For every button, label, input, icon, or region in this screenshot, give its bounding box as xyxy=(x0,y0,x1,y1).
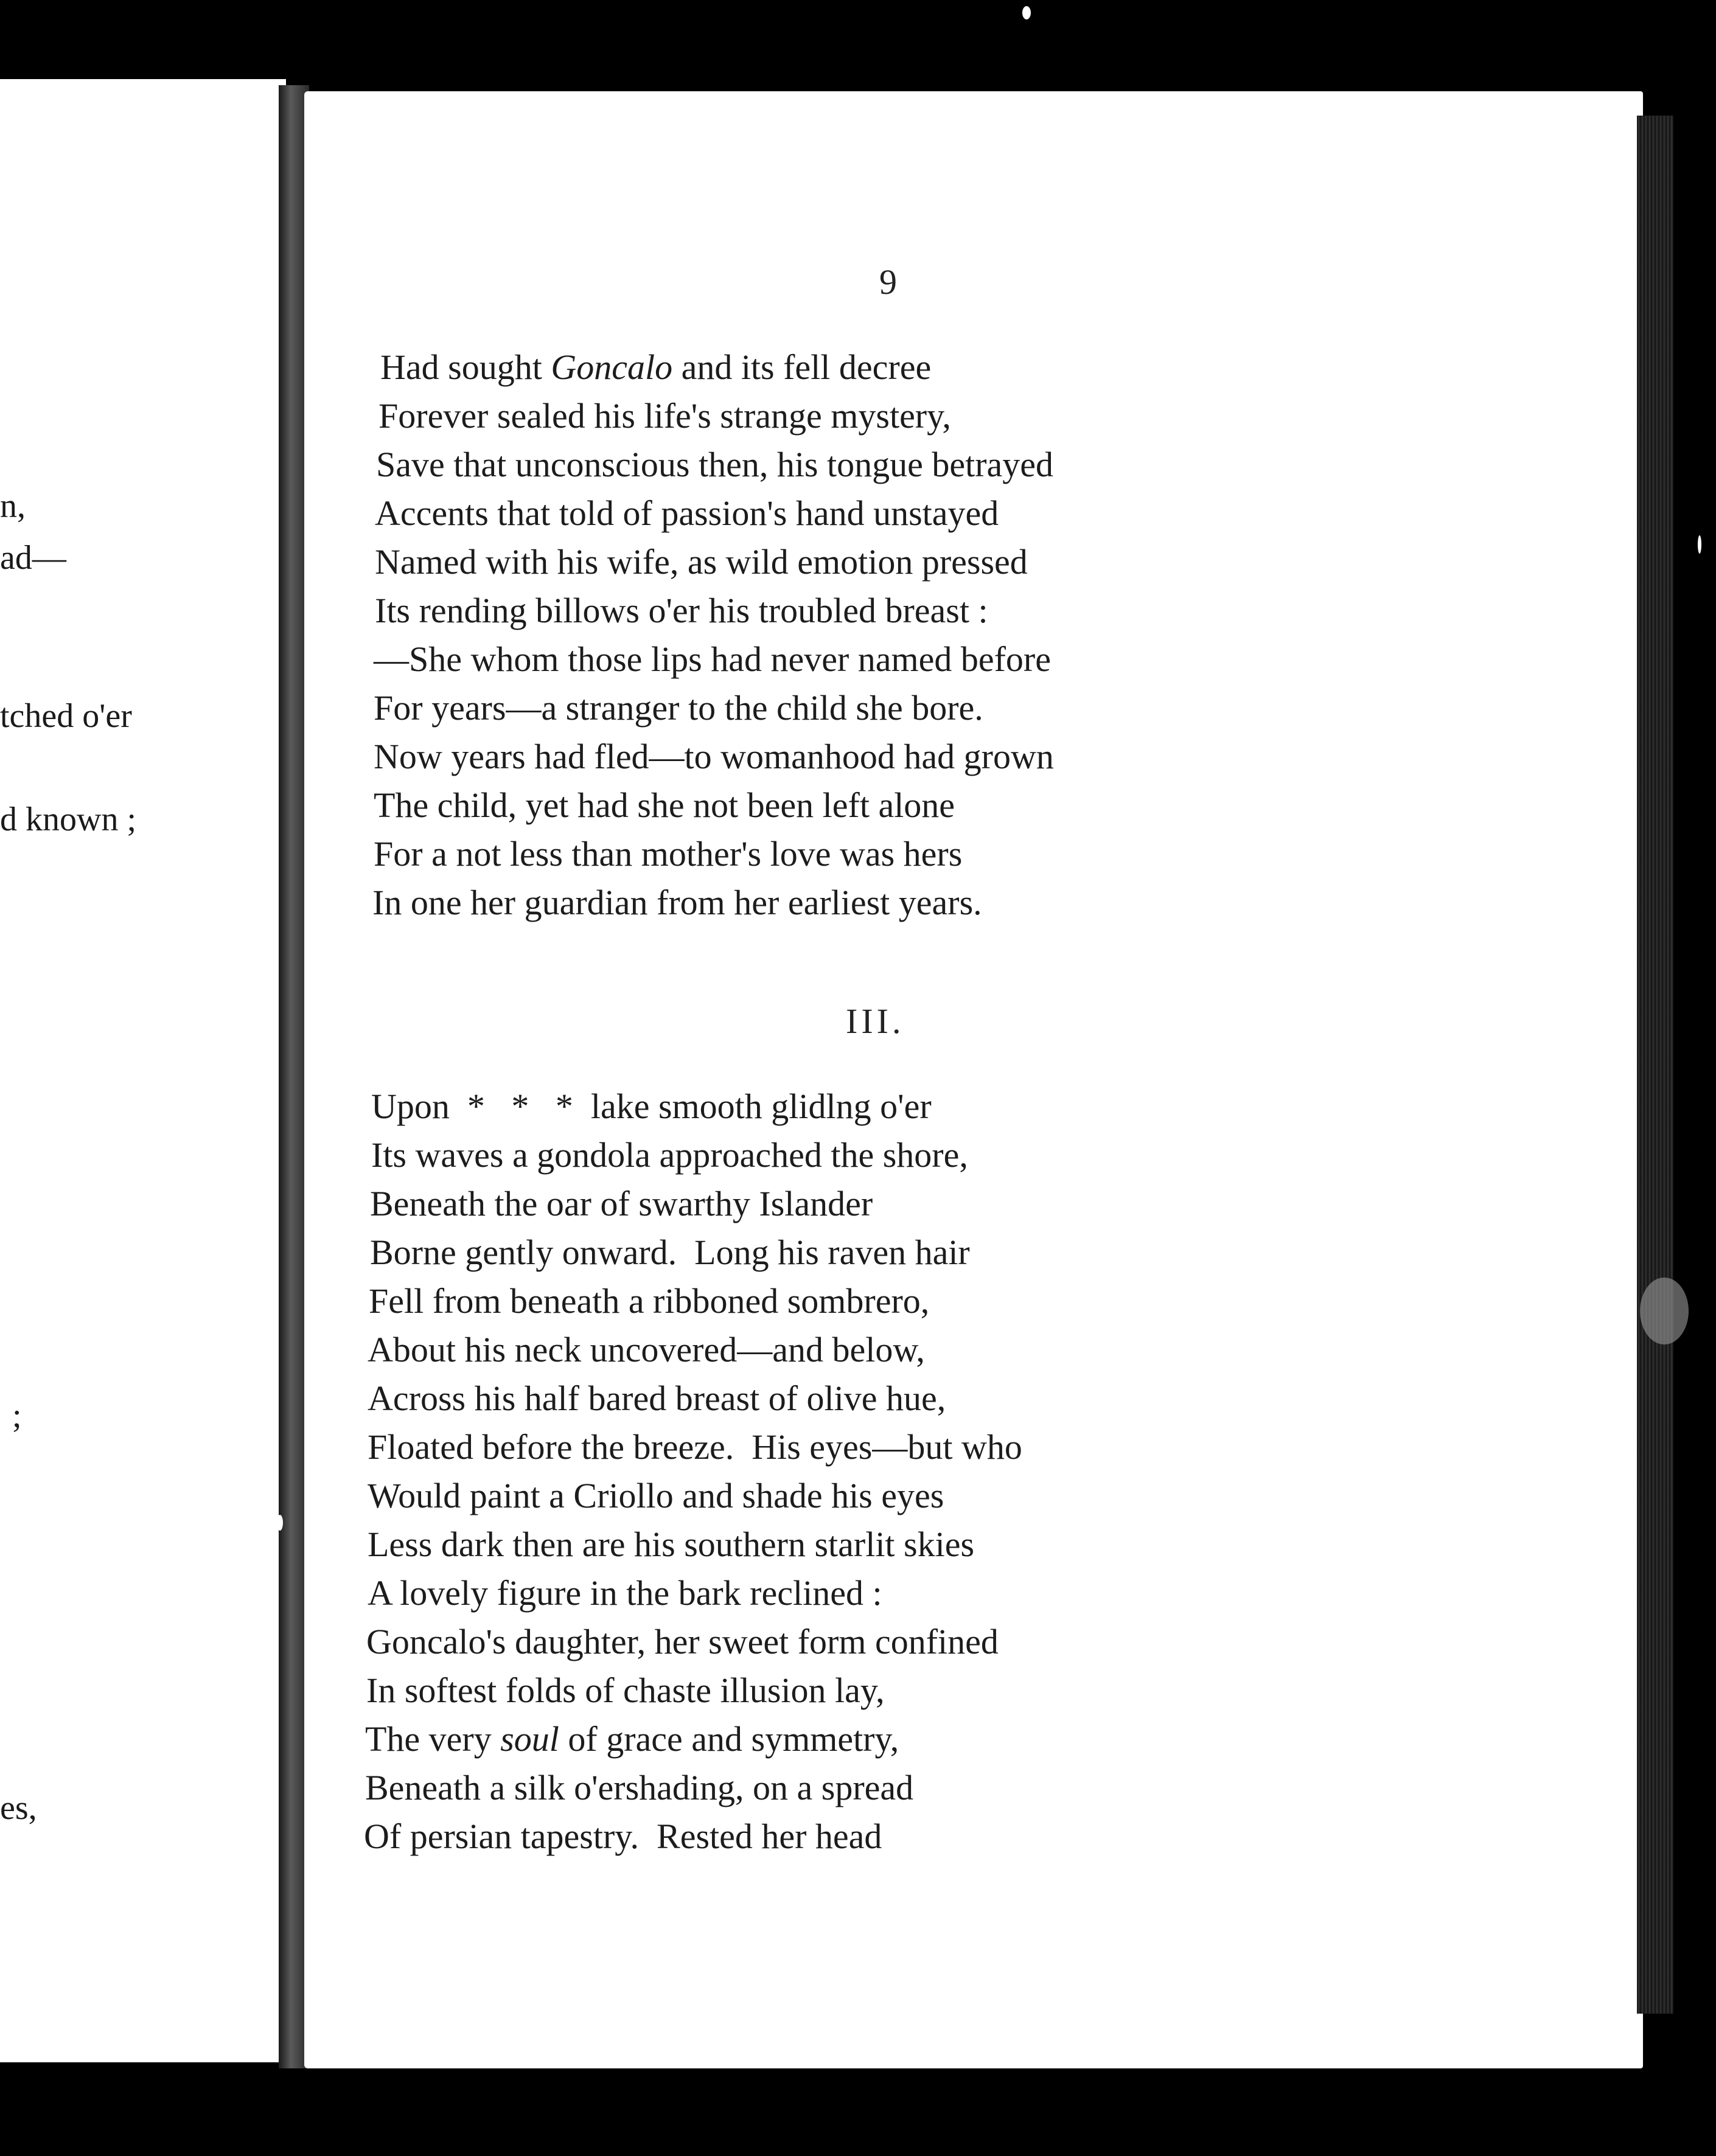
poem-line: Less dark then are his southern starlit skies xyxy=(368,1525,975,1564)
scan-speck xyxy=(1698,535,1701,554)
poem-text: of grace and symmetry, xyxy=(559,1719,899,1759)
left-fragment-line: d known ; xyxy=(0,801,136,838)
poem-line: Beneath the oar of swarthy Islander xyxy=(370,1184,873,1223)
poem-line: A lovely figure in the bark reclined : xyxy=(368,1573,882,1613)
poem-line: Save that unconscious then, his tongue betrayed xyxy=(376,445,1054,484)
poem-line: Beneath a silk o'ershading, on a spread xyxy=(365,1768,914,1807)
poem-line: Upon * * * lake smooth glidlng o'er xyxy=(371,1087,932,1126)
left-fragment-line: es, xyxy=(0,1789,37,1827)
left-fragment-line: n, xyxy=(0,487,26,525)
poem-line: For a not less than mother's love was hers xyxy=(374,834,963,874)
poem-line: Would paint a Criollo and shade his eyes xyxy=(368,1476,944,1515)
left-page-fragment xyxy=(0,79,286,2062)
poem-line: Goncalo's daughter, her sweet form confined xyxy=(366,1622,999,1661)
poem-line: Accents that told of passion's hand unstayed xyxy=(375,493,999,533)
scan-speck xyxy=(277,1515,283,1531)
poem-line: About his neck uncovered—and below, xyxy=(368,1330,925,1369)
poem-text: Had sought xyxy=(380,347,551,387)
poem-line: Its rending billows o'er his troubled breast : xyxy=(375,591,988,630)
poem-text: The very xyxy=(365,1719,501,1759)
poem-line: Now years had fled—to womanhood had grown xyxy=(374,737,1054,776)
section-heading: III. xyxy=(846,1001,905,1041)
poem-line xyxy=(365,1719,899,1759)
poem-line: The child, yet had she not been left alone xyxy=(374,785,955,825)
left-fragment-line: ; xyxy=(12,1397,22,1434)
poem-line: Fell from beneath a ribboned sombrero, xyxy=(369,1281,930,1321)
poem-line: Across his half bared breast of olive hue, xyxy=(368,1379,946,1418)
poem-line: Named with his wife, as wild emotion pressed xyxy=(375,542,1028,582)
poem-italic-name: Goncalo xyxy=(551,347,673,387)
poem-line: Of persian tapestry. Rested her head xyxy=(364,1817,882,1856)
page-edges xyxy=(1637,116,1673,2014)
poem-line: —She whom those lips had never named before xyxy=(374,639,1051,679)
poem-line: In softest folds of chaste illusion lay, xyxy=(366,1671,885,1710)
poem-line: Borne gently onward. Long his raven hair xyxy=(370,1233,970,1272)
poem-italic-word: soul xyxy=(500,1719,559,1759)
scan-speck xyxy=(1022,6,1031,19)
poem-line xyxy=(380,347,932,387)
left-fragment-line: ad— xyxy=(0,539,66,577)
scan-speck xyxy=(1640,1278,1689,1344)
poem-line: Its waves a gondola approached the shore, xyxy=(371,1135,968,1175)
poem-line: Floated before the breeze. His eyes—but who xyxy=(368,1427,1022,1467)
page-number: 9 xyxy=(879,262,897,302)
poem-text: and its fell decree xyxy=(672,347,932,387)
poem-line: In one her guardian from her earliest years. xyxy=(372,883,982,922)
left-fragment-line: tched o'er xyxy=(0,697,132,735)
poem-line: For years—a stranger to the child she bore. xyxy=(374,688,983,728)
poem-line: Forever sealed his life's strange mystery, xyxy=(378,396,951,436)
